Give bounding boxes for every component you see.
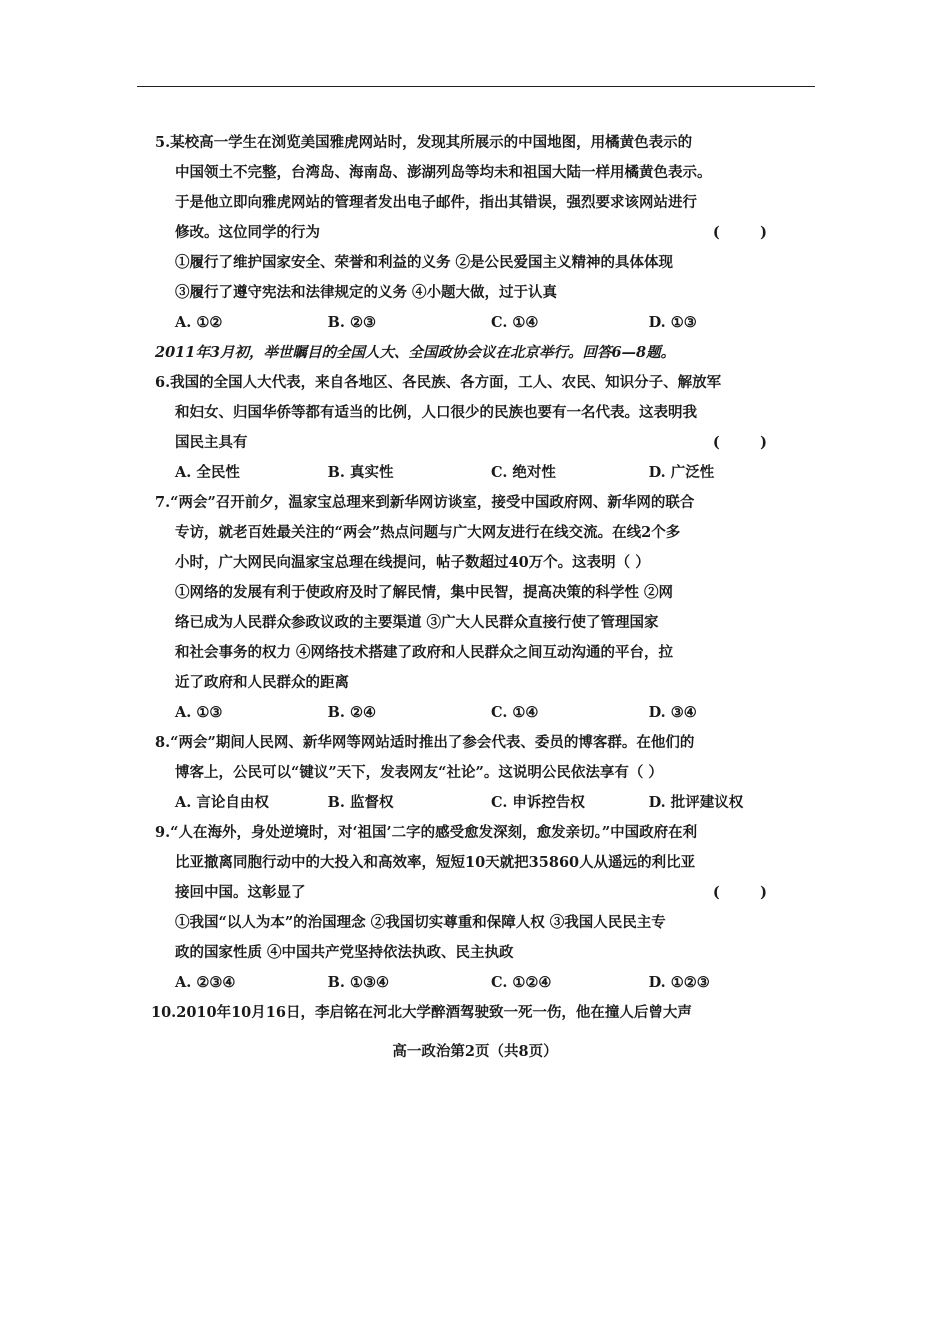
question-8 xyxy=(155,728,775,818)
option-b: B. ①③④ xyxy=(327,974,390,991)
section-intro: 2011年3月初，举世瞩目的全国人大、全国政协会议在北京举行。回答6—8题。 xyxy=(155,344,676,361)
page-content xyxy=(151,128,775,1028)
option-d: D. 广泛性 xyxy=(648,464,715,481)
page-footer: 高一政治第2页（共8页） xyxy=(392,1043,558,1060)
answer-options xyxy=(155,698,775,728)
option-a: A. 全民性 xyxy=(175,464,240,481)
statement-line: ①我国“以人为本”的治国理念 ②我国切实尊重和保障人权 ③我国人民民主专 xyxy=(175,914,666,931)
question-10 xyxy=(151,998,775,1028)
option-a: A. ①② xyxy=(175,314,223,331)
option-a: A. ②③④ xyxy=(175,974,236,991)
option-d: D. ①②③ xyxy=(648,974,710,991)
answer-bracket: ( ) xyxy=(712,434,767,451)
question-text-line: 9.“人在海外，身处逆境时，对‘祖国’二字的感受愈发深刻，愈发亲切。”中国政府在利 xyxy=(155,824,698,841)
answer-options xyxy=(155,788,775,818)
statement-line: ③履行了遵守宪法和法律规定的义务 ④小题大做，过于认真 xyxy=(175,284,558,301)
option-c: C. ①②④ xyxy=(491,974,552,991)
statement-line: ①网络的发展有利于使政府及时了解民情，集中民智，提高决策的科学性 ②网 xyxy=(175,584,674,601)
option-a: A. 言论自由权 xyxy=(175,794,269,811)
option-d: D. ①③ xyxy=(648,314,697,331)
option-c: C. 绝对性 xyxy=(491,464,556,481)
question-text-line: 6.我国的全国人大代表，来自各地区、各民族、各方面，工人、农民、知识分子、解放军 xyxy=(155,374,722,391)
question-text-line: 小时，广大网民向温家宝总理在线提问，帖子数超过40万个。这表明（ ） xyxy=(175,554,650,571)
option-c: C. ①④ xyxy=(491,314,539,331)
question-6 xyxy=(155,368,775,488)
question-text-line: 专访，就老百姓最关注的“两会”热点问题与广大网友进行在线交流。在线2个多 xyxy=(175,524,681,541)
option-b: B. 监督权 xyxy=(327,794,394,811)
option-b: B. ②③ xyxy=(327,314,377,331)
question-text-line: 于是他立即向雅虎网站的管理者发出电子邮件，指出其错误，强烈要求该网站进行 xyxy=(175,194,697,211)
answer-options xyxy=(155,458,775,488)
option-b: B. 真实性 xyxy=(327,464,394,481)
question-text-line: 8.“两会”期间人民网、新华网等网站适时推出了参会代表、委员的博客群。在他们的 xyxy=(155,734,695,751)
option-d: D. ③④ xyxy=(648,704,697,721)
question-5 xyxy=(155,128,775,338)
statement-line: 络已成为人民群众参政议政的主要渠道 ③广大人民群众直接行使了管理国家 xyxy=(175,614,659,631)
question-text-line: 接回中国。这彰显了 ( ) xyxy=(155,878,775,908)
statement-line: ①履行了维护国家安全、荣誉和利益的义务 ②是公民爱国主义精神的具体体现 xyxy=(175,254,674,271)
question-7 xyxy=(155,488,775,728)
header-rule xyxy=(137,86,815,87)
question-text-line: 修改。这位同学的行为 ( ) xyxy=(155,218,775,248)
option-c: C. 申诉控告权 xyxy=(491,794,585,811)
answer-bracket: ( ) xyxy=(712,884,767,901)
option-a: A. ①③ xyxy=(175,704,223,721)
question-text-line: 10.2010年10月16日，李启铭在河北大学醉酒驾驶致一死一伤，他在撞人后曾大声 xyxy=(151,1004,692,1021)
answer-bracket: ( ) xyxy=(712,224,767,241)
question-9 xyxy=(155,818,775,998)
statement-line: 近了政府和人民群众的距离 xyxy=(175,674,349,691)
answer-options xyxy=(155,308,775,338)
question-text-line: 国民主具有 ( ) xyxy=(155,428,775,458)
answer-options xyxy=(155,968,775,998)
question-text-line: 比亚撤离同胞行动中的大投入和高效率，短短10天就把35860人从遥远的利比亚 xyxy=(175,854,696,871)
option-d: D. 批评建议权 xyxy=(648,794,744,811)
question-text-line: 博客上，公民可以“键议”天下，发表网友“社论”。这说明公民依法享有（ ） xyxy=(175,764,663,781)
option-b: B. ②④ xyxy=(327,704,377,721)
statement-line: 政的国家性质 ④中国共产党坚持依法执政、民主执政 xyxy=(175,944,514,961)
option-c: C. ①④ xyxy=(491,704,539,721)
question-text-line: 7.“两会”召开前夕，温家宝总理来到新华网访谈室，接受中国政府网、新华网的联合 xyxy=(155,494,695,511)
question-text-line: 5.某校高一学生在浏览美国雅虎网站时，发现其所展示的中国地图，用橘黄色表示的 xyxy=(155,134,693,151)
question-text-line: 和妇女、归国华侨等都有适当的比例，人口很少的民族也要有一名代表。这表明我 xyxy=(175,404,697,421)
statement-line: 和社会事务的权力 ④网络技术搭建了政府和人民群众之间互动沟通的平台，拉 xyxy=(175,644,674,661)
question-text-line: 中国领土不完整，台湾岛、海南岛、澎湖列岛等均未和祖国大陆一样用橘黄色表示。 xyxy=(175,164,712,181)
